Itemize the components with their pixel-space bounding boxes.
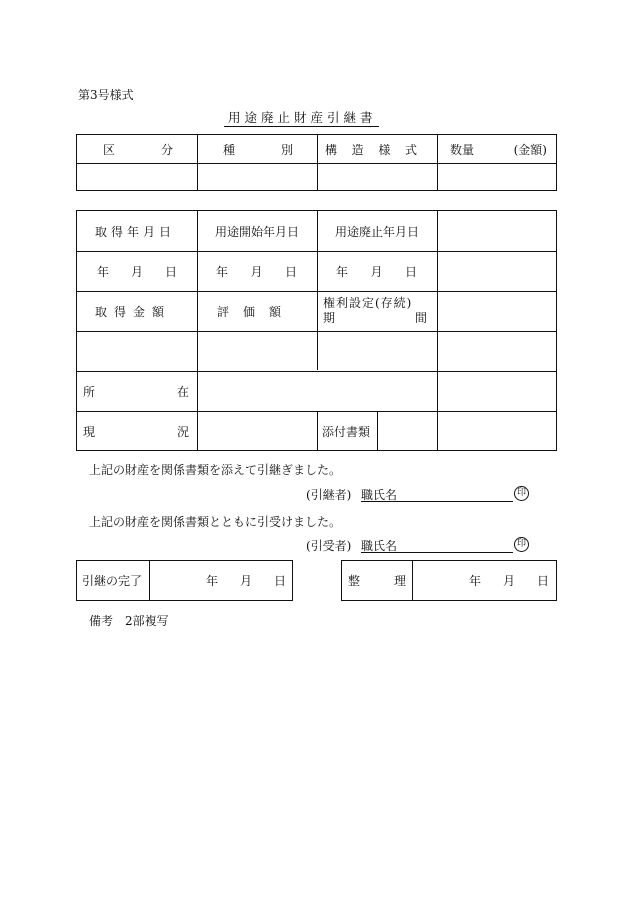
attached-documents-label: 添付書類 — [322, 424, 371, 439]
col-divider — [149, 561, 150, 600]
arrangement-date: 年 月 日 — [469, 574, 549, 588]
arrangement-box — [341, 560, 557, 601]
transferor-seal: 印 — [514, 486, 529, 501]
header-type: 種 別 — [223, 142, 293, 157]
acquisition-amount-label: 取得金額 — [95, 304, 172, 319]
col-divider — [317, 411, 318, 450]
transfer-completion-label: 引継の完了 — [82, 574, 143, 588]
col-divider — [377, 411, 378, 450]
header-structure-style: 構 造 様 式 — [325, 142, 417, 157]
transferor-label: (引継者) — [306, 488, 352, 502]
col-divider — [412, 561, 413, 600]
remarks-note: 備考 2部複写 — [89, 614, 169, 628]
receive-statement: 上記の財産を関係書類とともに引受けました。 — [89, 515, 342, 529]
acquisition-date-label: 取得年月日 — [95, 224, 176, 239]
transfer-completion-box — [76, 560, 293, 601]
transfer-statement: 上記の財産を関係書類を添えて引継ぎました。 — [89, 463, 342, 477]
location-label: 所 在 — [83, 384, 189, 399]
col-divider — [197, 135, 198, 190]
header-category: 区 分 — [103, 142, 173, 157]
use-end-date-value: 年 月 日 — [336, 264, 417, 279]
use-start-date-value: 年 月 日 — [216, 264, 297, 279]
transfer-completion-date: 年 月 日 — [206, 574, 286, 588]
form-title: 用途廃止財産引継書 — [224, 110, 379, 127]
arrangement-label: 整 理 — [348, 574, 406, 588]
transferor-name-label: 職氏名 — [361, 488, 398, 502]
receiver-signature-line — [361, 552, 513, 553]
form-number: 第3号様式 — [78, 88, 134, 102]
col-divider — [437, 135, 438, 190]
transferor-signature-line — [361, 501, 513, 502]
property-details-table — [76, 210, 557, 451]
receiver-seal: 印 — [514, 537, 529, 552]
property-category-table — [76, 134, 557, 191]
col-divider — [317, 135, 318, 190]
rights-period-label: 権利設定(存続) 期 間 — [323, 296, 427, 325]
use-start-date-label: 用途開始年月日 — [214, 224, 299, 239]
valuation-label: 評価額 — [217, 304, 296, 319]
current-status-label: 現 況 — [83, 424, 189, 439]
acquisition-date-value: 年 月 日 — [97, 264, 177, 279]
use-end-date-label: 用途廃止年月日 — [334, 224, 419, 239]
receiver-name-label: 職氏名 — [361, 539, 398, 553]
col-divider — [437, 211, 438, 450]
receiver-label: (引受者) — [306, 539, 352, 553]
header-quantity-amount: 数量 (金額) — [450, 142, 547, 157]
